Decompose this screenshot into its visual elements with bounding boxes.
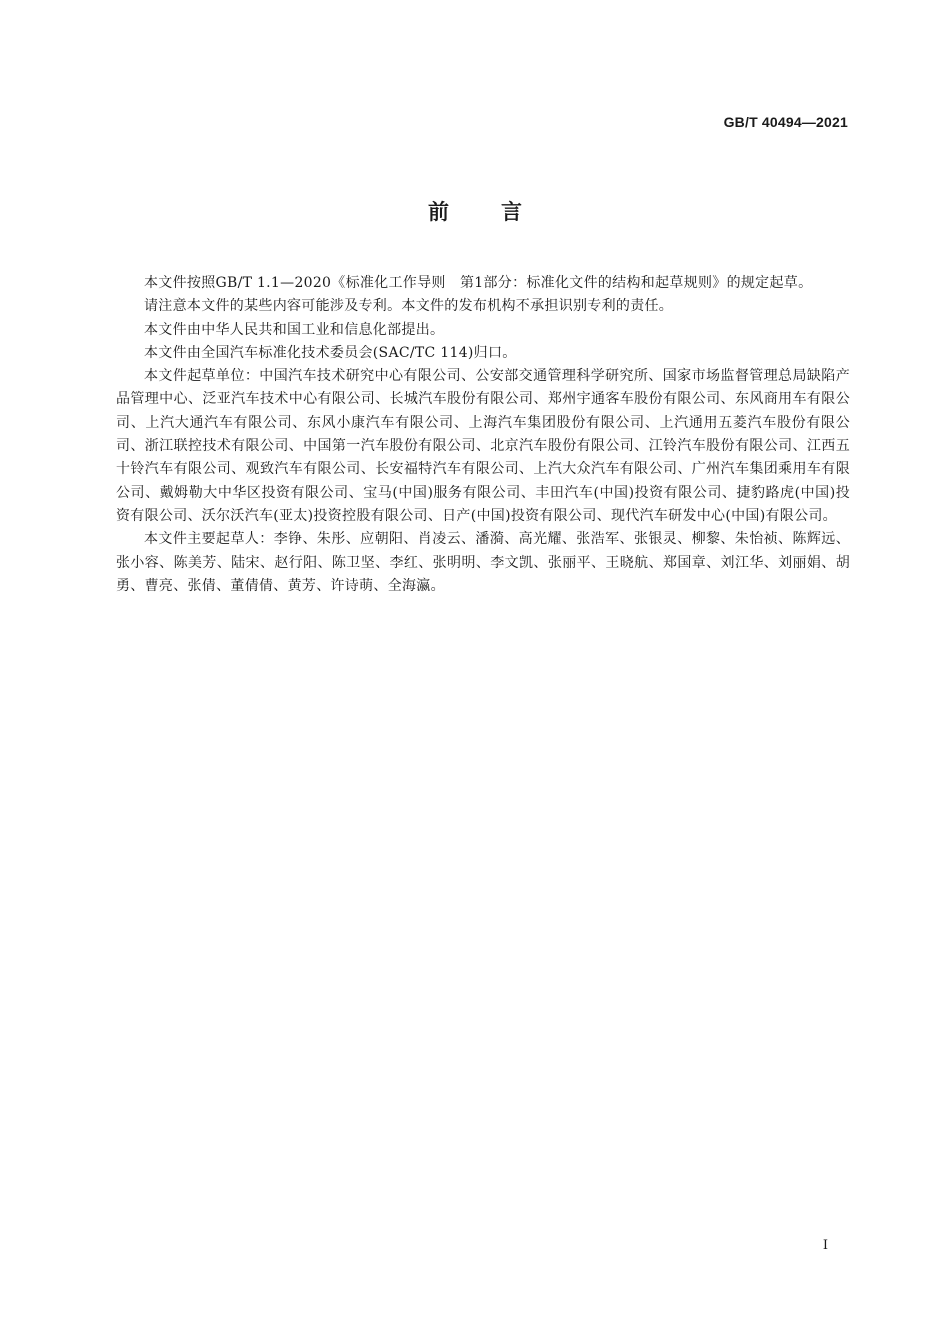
- foreword-body: [116, 272, 850, 598]
- paragraph-patent-notice: 请注意本文件的某些内容可能涉及专利。本文件的发布机构不承担识别专利的责任。: [144, 298, 674, 315]
- page-number: I: [822, 1238, 828, 1253]
- paragraph-committee: 本文件由全国汽车标准化技术委员会(SAC/TC 114)归口。: [144, 344, 517, 361]
- standard-code: GB/T 40494—2021: [723, 114, 848, 130]
- paragraph-proposer: 本文件由中华人民共和国工业和信息化部提出。: [144, 321, 445, 338]
- paragraph-drafters: 本文件主要起草人：李铮、朱彤、应朝阳、肖凌云、潘漪、高光耀、张浩军、张银灵、柳黎、朱怡祯、陈辉远、张小容、陈美芳、陆宋、赵行阳、陈卫坚、李红、张明明、李文凯、张丽平、王晓航、郑国章、刘江华、刘丽娟、胡勇、曹亮、张倩、董倩倩、黄芳、许诗萌、全海瀛。: [116, 531, 850, 594]
- paragraph-drafting-rules: 本文件按照GB/T 1.1—2020《标准化工作导则 第1部分：标准化文件的结构和起草规则》的规定起草。: [144, 275, 813, 291]
- paragraph-drafting-units: 本文件起草单位：中国汽车技术研究中心有限公司、公安部交通管理科学研究所、国家市场监督管理总局缺陷产品管理中心、泛亚汽车技术中心有限公司、长城汽车股份有限公司、郑州宇通客车股份有限公司、东风商用车有限公司、上汽大通汽车有限公司、东风小康汽车有限公司、上海汽车集团股份有限公司、上汽通用五菱汽车股份有限公司、浙江联控技术有限公司、中国第一汽车股份有限公司、北京汽车股份有限公司、江铃汽车股份有限公司、江西五十铃汽车有限公司、观致汽车有限公司、长安福特汽车有限公司、上汽大众汽车有限公司、广州汽车集团乘用车有限公司、戴姆勒大中华区投资有限公司、宝马(中国)服务有限公司、丰田汽车(中国)投资有限公司、捷豹路虎(中国)投资有限公司、沃尔沃汽车(亚太)投资控股有限公司、日产(中国)投资有限公司、现代汽车研发中心(中国)有限公司。: [116, 368, 850, 524]
- page-title: 前言: [428, 200, 574, 224]
